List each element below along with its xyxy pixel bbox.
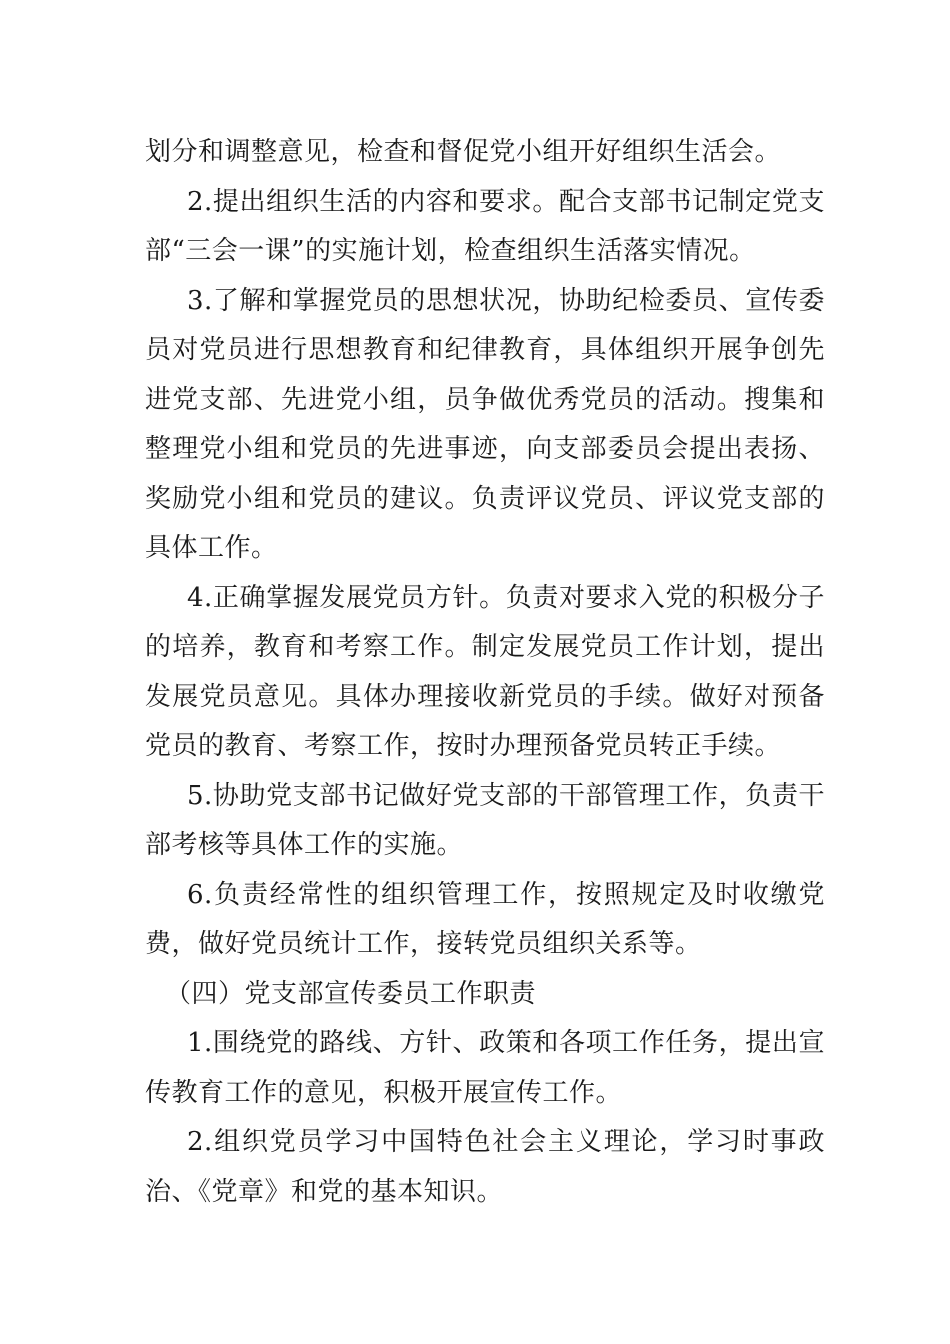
section-heading: （四）党支部宣传委员工作职责: [165, 978, 537, 1009]
document-body: [145, 128, 825, 1217]
paragraph-item-4: 4.正确掌握发展党员方针。负责对要求入党的积极分子的培养，教育和考察工作。制定发展党员工作计划，提出发展党员意见。具体办理接收新党员的手续。做好对预备党员的教育、考察工作，按时办理预备党员转正手续。: [145, 582, 825, 761]
paragraph-item-2: 2.提出组织生活的内容和要求。配合支部书记制定党支部“三会一课”的实施计划，检查组织生活落实情况。: [145, 186, 825, 266]
paragraph-continuation: 划分和调整意见，检查和督促党小组开好组织生活会。: [145, 137, 782, 167]
paragraph-item-3: 3.了解和掌握党员的思想状况，协助纪检委员、宣传委员对党员进行思想教育和纪律教育，具体组织开展争创先进党支部、先进党小组，员争做优秀党员的活动。搜集和整理党小组和党员的先进事迹，向支部委员会提出表扬、奖励党小组和党员的建议。负责评议党员、评议党支部的具体工作。: [145, 285, 825, 563]
paragraph-item-5: 5.协助党支部书记做好党支部的干部管理工作，负责干部考核等具体工作的实施。: [145, 780, 825, 860]
paragraph-item-6: 6.负责经常性的组织管理工作，按照规定及时收缴党费，做好党员统计工作，接转党员组织关系等。: [145, 879, 825, 959]
paragraph-propaganda-2: 2.组织党员学习中国特色社会主义理论，学习时事政治、《党章》和党的基本知识。: [145, 1127, 825, 1207]
paragraph-propaganda-1: 1.围绕党的路线、方针、政策和各项工作任务，提出宣传教育工作的意见，积极开展宣传工作。: [145, 1028, 825, 1108]
